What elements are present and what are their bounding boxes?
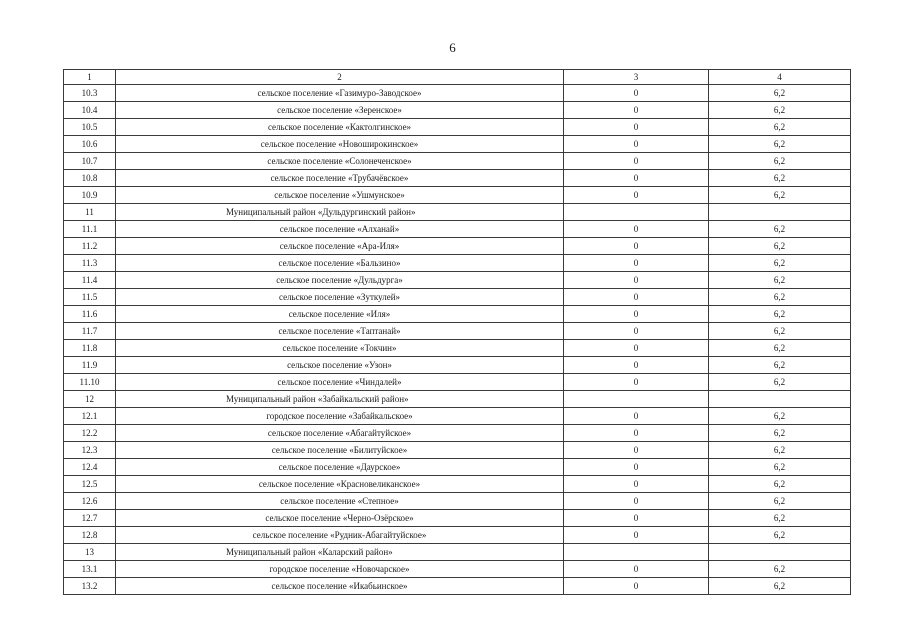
row-value4-cell: 6,2: [709, 340, 851, 357]
row-value4-cell: 6,2: [709, 221, 851, 238]
row-value3-cell: 0: [564, 170, 709, 187]
row-value4-cell: 6,2: [709, 85, 851, 102]
table-row: [64, 561, 851, 578]
settlements-table: [63, 69, 851, 595]
row-name-cell: сельское поселение «Таптанай»: [116, 323, 564, 340]
row-name-cell: сельское поселение «Даурское»: [116, 459, 564, 476]
row-value4-cell: [709, 391, 851, 408]
row-value3-cell: 0: [564, 340, 709, 357]
row-value3-cell: 0: [564, 306, 709, 323]
row-number-cell: 11.7: [64, 323, 116, 340]
header-cell-3: 3: [564, 70, 709, 85]
district-row: [64, 204, 851, 221]
row-name-cell: сельское поселение «Трубачёвское»: [116, 170, 564, 187]
row-value3-cell: 0: [564, 493, 709, 510]
row-value3-cell: 0: [564, 119, 709, 136]
table-row: [64, 153, 851, 170]
row-name-cell: сельское поселение «Зеренское»: [116, 102, 564, 119]
row-number-cell: 10.5: [64, 119, 116, 136]
table-row: [64, 221, 851, 238]
row-number-cell: 11.5: [64, 289, 116, 306]
table-row: [64, 170, 851, 187]
row-name-cell: сельское поселение «Ушмунское»: [116, 187, 564, 204]
table-row: [64, 187, 851, 204]
row-name-cell: сельское поселение «Рудник-Абагайтуйское»: [116, 527, 564, 544]
row-name-cell: сельское поселение «Черно-Озёрское»: [116, 510, 564, 527]
row-number-cell: 11.4: [64, 272, 116, 289]
row-value4-cell: 6,2: [709, 374, 851, 391]
row-value4-cell: 6,2: [709, 187, 851, 204]
table-row: [64, 102, 851, 119]
row-name-cell: сельское поселение «Билитуйское»: [116, 442, 564, 459]
row-value3-cell: 0: [564, 527, 709, 544]
page-number: 6: [449, 40, 456, 55]
row-value3-cell: 0: [564, 374, 709, 391]
row-value4-cell: 6,2: [709, 442, 851, 459]
header-cell-2: 2: [116, 70, 564, 85]
row-number-cell: 12.6: [64, 493, 116, 510]
row-value3-cell: 0: [564, 323, 709, 340]
row-name-cell: сельское поселение «Газимуро-Заводское»: [116, 85, 564, 102]
row-value3-cell: [564, 544, 709, 561]
district-row: [64, 544, 851, 561]
row-value3-cell: 0: [564, 408, 709, 425]
row-value3-cell: 0: [564, 102, 709, 119]
row-name-cell: Муниципальный район «Дульдургинский район»: [116, 204, 564, 221]
row-value3-cell: 0: [564, 442, 709, 459]
table-row: [64, 527, 851, 544]
row-value3-cell: 0: [564, 289, 709, 306]
row-value4-cell: [709, 204, 851, 221]
row-name-cell: Муниципальный район «Забайкальский район»: [116, 391, 564, 408]
table-row: [64, 459, 851, 476]
row-value4-cell: 6,2: [709, 493, 851, 510]
row-number-cell: 11.2: [64, 238, 116, 255]
row-name-cell: сельское поселение «Иля»: [116, 306, 564, 323]
row-name-cell: сельское поселение «Узон»: [116, 357, 564, 374]
row-value4-cell: 6,2: [709, 476, 851, 493]
row-value3-cell: 0: [564, 85, 709, 102]
row-number-cell: 12: [64, 391, 116, 408]
row-name-cell: сельское поселение «Чиндалей»: [116, 374, 564, 391]
row-value4-cell: 6,2: [709, 306, 851, 323]
row-number-cell: 11.3: [64, 255, 116, 272]
row-number-cell: 11.8: [64, 340, 116, 357]
row-value4-cell: 6,2: [709, 578, 851, 595]
row-number-cell: 13: [64, 544, 116, 561]
table-row: [64, 357, 851, 374]
row-value4-cell: 6,2: [709, 119, 851, 136]
row-number-cell: 11.9: [64, 357, 116, 374]
header-cell-1: 1: [64, 70, 116, 85]
row-value4-cell: 6,2: [709, 238, 851, 255]
table-row: [64, 306, 851, 323]
row-value4-cell: [709, 544, 851, 561]
table-row: [64, 442, 851, 459]
table-row: [64, 85, 851, 102]
table-header-row: [64, 70, 851, 85]
table-row: [64, 374, 851, 391]
table-row: [64, 272, 851, 289]
row-name-cell: сельское поселение «Абагайтуйское»: [116, 425, 564, 442]
row-number-cell: 10.9: [64, 187, 116, 204]
row-number-cell: 12.8: [64, 527, 116, 544]
row-number-cell: 10.6: [64, 136, 116, 153]
row-value4-cell: 6,2: [709, 408, 851, 425]
row-name-cell: сельское поселение «Ара-Иля»: [116, 238, 564, 255]
row-number-cell: 13.2: [64, 578, 116, 595]
row-value3-cell: 0: [564, 459, 709, 476]
row-name-cell: Муниципальный район «Каларский район»: [116, 544, 564, 561]
table-row: [64, 578, 851, 595]
row-name-cell: сельское поселение «Степное»: [116, 493, 564, 510]
row-value4-cell: 6,2: [709, 323, 851, 340]
row-value3-cell: 0: [564, 221, 709, 238]
row-value3-cell: 0: [564, 272, 709, 289]
row-value4-cell: 6,2: [709, 255, 851, 272]
row-number-cell: 12.5: [64, 476, 116, 493]
row-name-cell: сельское поселение «Кактолгинское»: [116, 119, 564, 136]
row-value4-cell: 6,2: [709, 272, 851, 289]
table-row: [64, 340, 851, 357]
row-number-cell: 10.8: [64, 170, 116, 187]
row-value4-cell: 6,2: [709, 153, 851, 170]
district-row: [64, 391, 851, 408]
row-value4-cell: 6,2: [709, 561, 851, 578]
row-value4-cell: 6,2: [709, 459, 851, 476]
header-cell-4: 4: [709, 70, 851, 85]
row-number-cell: 12.4: [64, 459, 116, 476]
row-value3-cell: 0: [564, 510, 709, 527]
table-row: [64, 255, 851, 272]
row-number-cell: 11.10: [64, 374, 116, 391]
row-name-cell: сельское поселение «Красновеликанское»: [116, 476, 564, 493]
row-value3-cell: 0: [564, 578, 709, 595]
table-row: [64, 238, 851, 255]
row-name-cell: сельское поселение «Солонеченское»: [116, 153, 564, 170]
row-name-cell: сельское поселение «Дульдурга»: [116, 272, 564, 289]
row-value4-cell: 6,2: [709, 102, 851, 119]
row-name-cell: сельское поселение «Зуткулей»: [116, 289, 564, 306]
row-number-cell: 10.7: [64, 153, 116, 170]
row-value3-cell: [564, 391, 709, 408]
row-value4-cell: 6,2: [709, 527, 851, 544]
table-row: [64, 323, 851, 340]
row-value3-cell: 0: [564, 238, 709, 255]
row-value3-cell: 0: [564, 255, 709, 272]
row-number-cell: 10.4: [64, 102, 116, 119]
row-value4-cell: 6,2: [709, 136, 851, 153]
row-value3-cell: 0: [564, 187, 709, 204]
row-value4-cell: 6,2: [709, 289, 851, 306]
row-number-cell: 12.2: [64, 425, 116, 442]
row-name-cell: сельское поселение «Алханай»: [116, 221, 564, 238]
table-row: [64, 476, 851, 493]
table-row: [64, 425, 851, 442]
row-value4-cell: 6,2: [709, 357, 851, 374]
row-number-cell: 12.7: [64, 510, 116, 527]
row-name-cell: сельское поселение «Новоширокинское»: [116, 136, 564, 153]
row-value3-cell: 0: [564, 425, 709, 442]
row-value3-cell: [564, 204, 709, 221]
row-name-cell: городское поселение «Новочарское»: [116, 561, 564, 578]
row-value3-cell: 0: [564, 561, 709, 578]
row-value3-cell: 0: [564, 357, 709, 374]
row-number-cell: 10.3: [64, 85, 116, 102]
row-number-cell: 13.1: [64, 561, 116, 578]
row-number-cell: 12.1: [64, 408, 116, 425]
row-value3-cell: 0: [564, 476, 709, 493]
row-value4-cell: 6,2: [709, 425, 851, 442]
table-row: [64, 493, 851, 510]
table-row: [64, 289, 851, 306]
row-value3-cell: 0: [564, 136, 709, 153]
row-number-cell: 11.6: [64, 306, 116, 323]
row-number-cell: 12.3: [64, 442, 116, 459]
row-value4-cell: 6,2: [709, 510, 851, 527]
row-name-cell: городское поселение «Забайкальское»: [116, 408, 564, 425]
row-name-cell: сельское поселение «Икабьинское»: [116, 578, 564, 595]
table-row: [64, 510, 851, 527]
row-value3-cell: 0: [564, 153, 709, 170]
table-row: [64, 119, 851, 136]
table-row: [64, 136, 851, 153]
row-name-cell: сельское поселение «Токчин»: [116, 340, 564, 357]
row-number-cell: 11.1: [64, 221, 116, 238]
table-row: [64, 408, 851, 425]
row-number-cell: 11: [64, 204, 116, 221]
row-name-cell: сельское поселение «Бальзино»: [116, 255, 564, 272]
row-value4-cell: 6,2: [709, 170, 851, 187]
